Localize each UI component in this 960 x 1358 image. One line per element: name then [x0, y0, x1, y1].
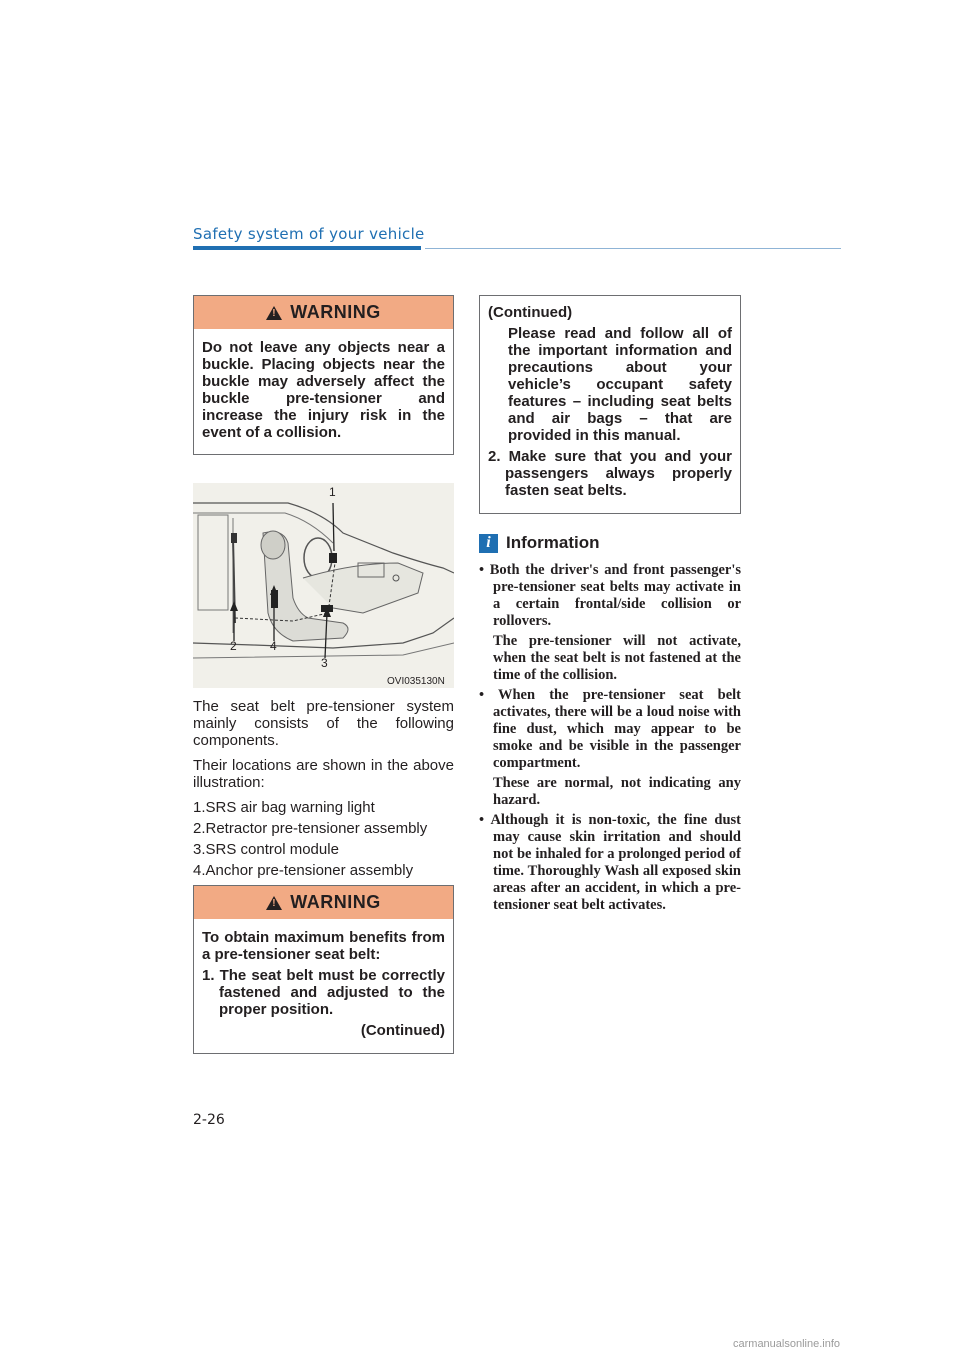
body-text	[193, 698, 454, 883]
warning-continued-box	[479, 295, 741, 514]
warning-header	[194, 886, 453, 919]
warning-text: Do not leave any objects near a buckle. Placing objects near the buckle may adversely affect the buckle pre-tensioner and increase the injury risk in the event of a collision.	[202, 339, 445, 441]
header-rule-thin	[425, 248, 841, 249]
warning-box-buckle	[193, 295, 454, 455]
info-icon: i	[479, 534, 498, 553]
warning-text	[194, 919, 453, 1039]
warning-title: WARNING	[290, 302, 381, 322]
callout-4: 4	[270, 639, 277, 653]
callout-3: 3	[321, 656, 328, 670]
warning-triangle-icon	[266, 306, 282, 320]
information-title: Information	[506, 533, 600, 552]
information-body	[479, 562, 741, 917]
continued-paragraph: Please read and follow all of the important information and precautions about your vehicle’s occupant safety features – including seat belts and air bags – that are provided in this manual.	[508, 325, 732, 444]
warning-item-1: 1. The seat belt must be correctly fastened and adjusted to the proper position.	[202, 967, 445, 1018]
warning-triangle-icon	[266, 896, 282, 910]
page-number: 2-26	[193, 1112, 225, 1128]
warning-box-maximum-benefits	[193, 885, 454, 1054]
body-paragraph-1: The seat belt pre-tensioner system mainly consists of the following components.	[193, 698, 454, 749]
information-heading	[479, 533, 600, 553]
warning-intro: To obtain maximum benefits from a pre-tensioner seat belt:	[202, 929, 445, 963]
image-code: OVI035130N	[387, 676, 445, 687]
component-item-3: 3.SRS control module	[193, 841, 339, 858]
warning-item-2: 2. Make sure that you and your passengers always properly fasten seat belts.	[488, 448, 732, 499]
continued-label: (Continued)	[360, 1022, 445, 1039]
watermark: carmanualsonline.info	[733, 1338, 841, 1350]
section-title: Safety system of your vehicle	[193, 225, 425, 243]
warning-header	[194, 296, 453, 329]
info-bullet-2: • When the pre-tensioner seat belt activates, there will be a loud noise with fine dust, which may appear to be smoke and be visible in the passenger compartment.	[479, 687, 741, 771]
info-bullet-3: • Although it is non-toxic, the fine dust may cause skin irritation and should not be inhaled for a prolonged period of time. Thoroughly Wash all exposed skin areas after an accident, in which a pre-tensioner seat belt activates.	[479, 812, 741, 913]
callout-2: 2	[230, 639, 237, 653]
callout-1: 1	[329, 485, 336, 499]
info-bullet-2-note: These are normal, not indicating any hazard.	[493, 775, 741, 808]
warning-title: WARNING	[290, 892, 381, 912]
pretensioner-illustration	[193, 483, 454, 688]
component-item-4: 4.Anchor pre-tensioner assembly	[193, 862, 414, 879]
info-bullet-1-note: The pre-tensioner will not activate, when the seat belt is not fastened at the time of the collision.	[493, 633, 741, 683]
component-item-1: 1.SRS air bag warning light	[193, 799, 375, 816]
component-item-2: 2.Retractor pre-tensioner assembly	[193, 820, 428, 837]
body-paragraph-2: Their locations are shown in the above illustration:	[193, 757, 454, 791]
continued-label: (Continued)	[488, 304, 573, 321]
info-bullet-1: • Both the driver's and front passenger's pre-tensioner seat belts may activate in a certain frontal/side collision or rollovers.	[479, 562, 741, 629]
header-rule-thick	[193, 246, 421, 250]
